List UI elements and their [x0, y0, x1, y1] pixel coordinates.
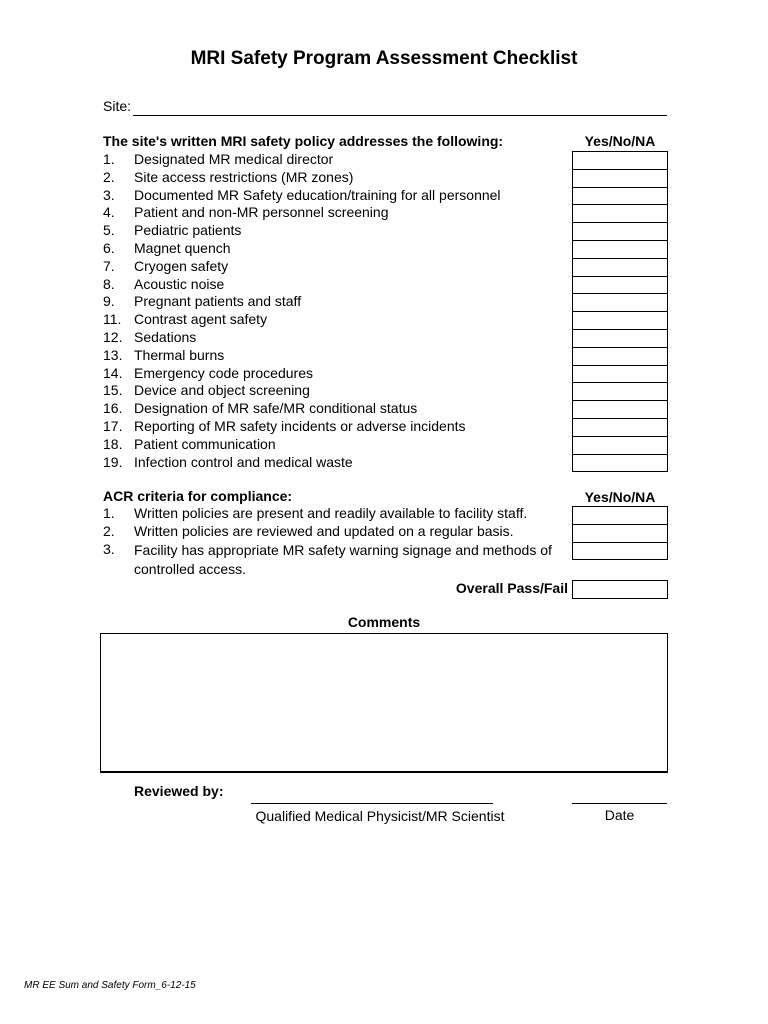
item-number: 11.	[103, 311, 122, 328]
form-footer: MR EE Sum and Safety Form_6-12-15	[24, 980, 196, 991]
item-number: 1.	[103, 151, 115, 167]
item-number: 9.	[103, 293, 115, 310]
yes-no-na-field[interactable]	[573, 543, 667, 560]
comments-field[interactable]	[100, 633, 668, 773]
item-number: 8.	[103, 275, 115, 292]
item-number: 15.	[103, 382, 123, 399]
item-text: Magnet quench	[134, 239, 231, 256]
item-number: 16.	[103, 400, 123, 417]
signature-caption: Qualified Medical Physicist/MR Scientist	[255, 808, 505, 824]
acr-column-label: Yes/No/NA	[584, 489, 656, 505]
site-label: Site:	[103, 98, 132, 114]
item-number: 1.	[103, 505, 115, 521]
item-number: 4.	[103, 204, 115, 221]
acr-heading: ACR criteria for compliance:	[103, 488, 293, 504]
item-number: 2.	[103, 168, 115, 185]
date-line[interactable]	[572, 803, 667, 804]
yes-no-na-field[interactable]	[573, 205, 667, 223]
item-number: 17.	[103, 417, 123, 434]
policy-heading: The site's written MRI safety policy addresses the following:	[103, 133, 504, 149]
yes-no-na-field[interactable]	[573, 330, 667, 348]
date-caption: Date	[604, 807, 635, 823]
yes-no-na-field[interactable]	[573, 241, 667, 259]
form-title: MRI Safety Program Assessment Checklist	[190, 48, 578, 69]
item-number: 19.	[103, 453, 123, 470]
item-text: Device and object screening	[134, 382, 310, 399]
item-number: 7.	[103, 257, 115, 274]
acr-answer-column	[572, 506, 668, 560]
item-number: 3.	[103, 186, 115, 203]
overall-pass-fail-label: Overall Pass/Fail	[455, 580, 568, 596]
item-text: Documented MR Safety education/training for all personnel	[134, 186, 501, 203]
overall-pass-fail-field[interactable]	[572, 580, 668, 599]
item-text: Acoustic noise	[134, 275, 225, 292]
yes-no-na-field[interactable]	[573, 259, 667, 277]
site-field[interactable]	[133, 115, 667, 116]
yes-no-na-field[interactable]	[573, 294, 667, 312]
comments-label: Comments	[347, 614, 421, 630]
yes-no-na-field[interactable]	[573, 188, 667, 206]
item-number: 12.	[103, 328, 123, 345]
item-text: Infection control and medical waste	[134, 453, 353, 470]
yes-no-na-field[interactable]	[573, 366, 667, 384]
item-number: 2.	[103, 522, 115, 539]
item-number: 14.	[103, 364, 123, 381]
yes-no-na-field[interactable]	[573, 419, 667, 437]
item-text: Sedations	[134, 328, 197, 345]
item-text: Contrast agent safety	[134, 311, 268, 328]
reviewed-by-label: Reviewed by:	[134, 783, 224, 799]
yes-no-na-field[interactable]	[573, 383, 667, 401]
signature-line[interactable]	[251, 803, 493, 804]
yes-no-na-field[interactable]	[573, 525, 667, 543]
item-text: Reporting of MR safety incidents or adverse incidents	[134, 417, 466, 434]
item-text: Written policies are reviewed and updated on a regular basis.	[134, 522, 514, 539]
yes-no-na-field[interactable]	[573, 312, 667, 330]
item-text: Facility has appropriate MR safety warning signage and methods of controlled access.	[134, 541, 552, 577]
item-text: Pregnant patients and staff	[134, 293, 302, 310]
item-text: Thermal burns	[134, 346, 225, 363]
item-text: Designated MR medical director	[134, 151, 334, 167]
yes-no-na-field[interactable]	[573, 437, 667, 455]
item-text: Patient communication	[134, 435, 276, 452]
yes-no-na-field[interactable]	[573, 170, 667, 188]
item-number: 6.	[103, 239, 115, 256]
yes-no-na-field[interactable]	[573, 223, 667, 241]
item-text: Cryogen safety	[134, 257, 229, 274]
item-number: 5.	[103, 222, 115, 239]
item-number: 13.	[103, 346, 123, 363]
item-text: Patient and non-MR personnel screening	[134, 204, 389, 221]
yes-no-na-field[interactable]	[573, 507, 667, 525]
yes-no-na-field[interactable]	[573, 455, 667, 472]
item-text: Written policies are present and readily available to facility staff.	[134, 505, 528, 521]
item-text: Emergency code procedures	[134, 364, 313, 381]
yes-no-na-field[interactable]	[573, 277, 667, 295]
yes-no-na-field[interactable]	[573, 401, 667, 419]
item-text: Designation of MR safe/MR conditional status	[134, 400, 418, 417]
item-text: Pediatric patients	[134, 222, 242, 239]
policy-column-label: Yes/No/NA	[584, 133, 656, 149]
yes-no-na-field[interactable]	[573, 152, 667, 170]
policy-answer-column	[572, 151, 668, 472]
item-text: Site access restrictions (MR zones)	[134, 168, 354, 185]
item-number: 18.	[103, 435, 123, 452]
item-number: 3.	[103, 540, 115, 557]
yes-no-na-field[interactable]	[573, 348, 667, 366]
